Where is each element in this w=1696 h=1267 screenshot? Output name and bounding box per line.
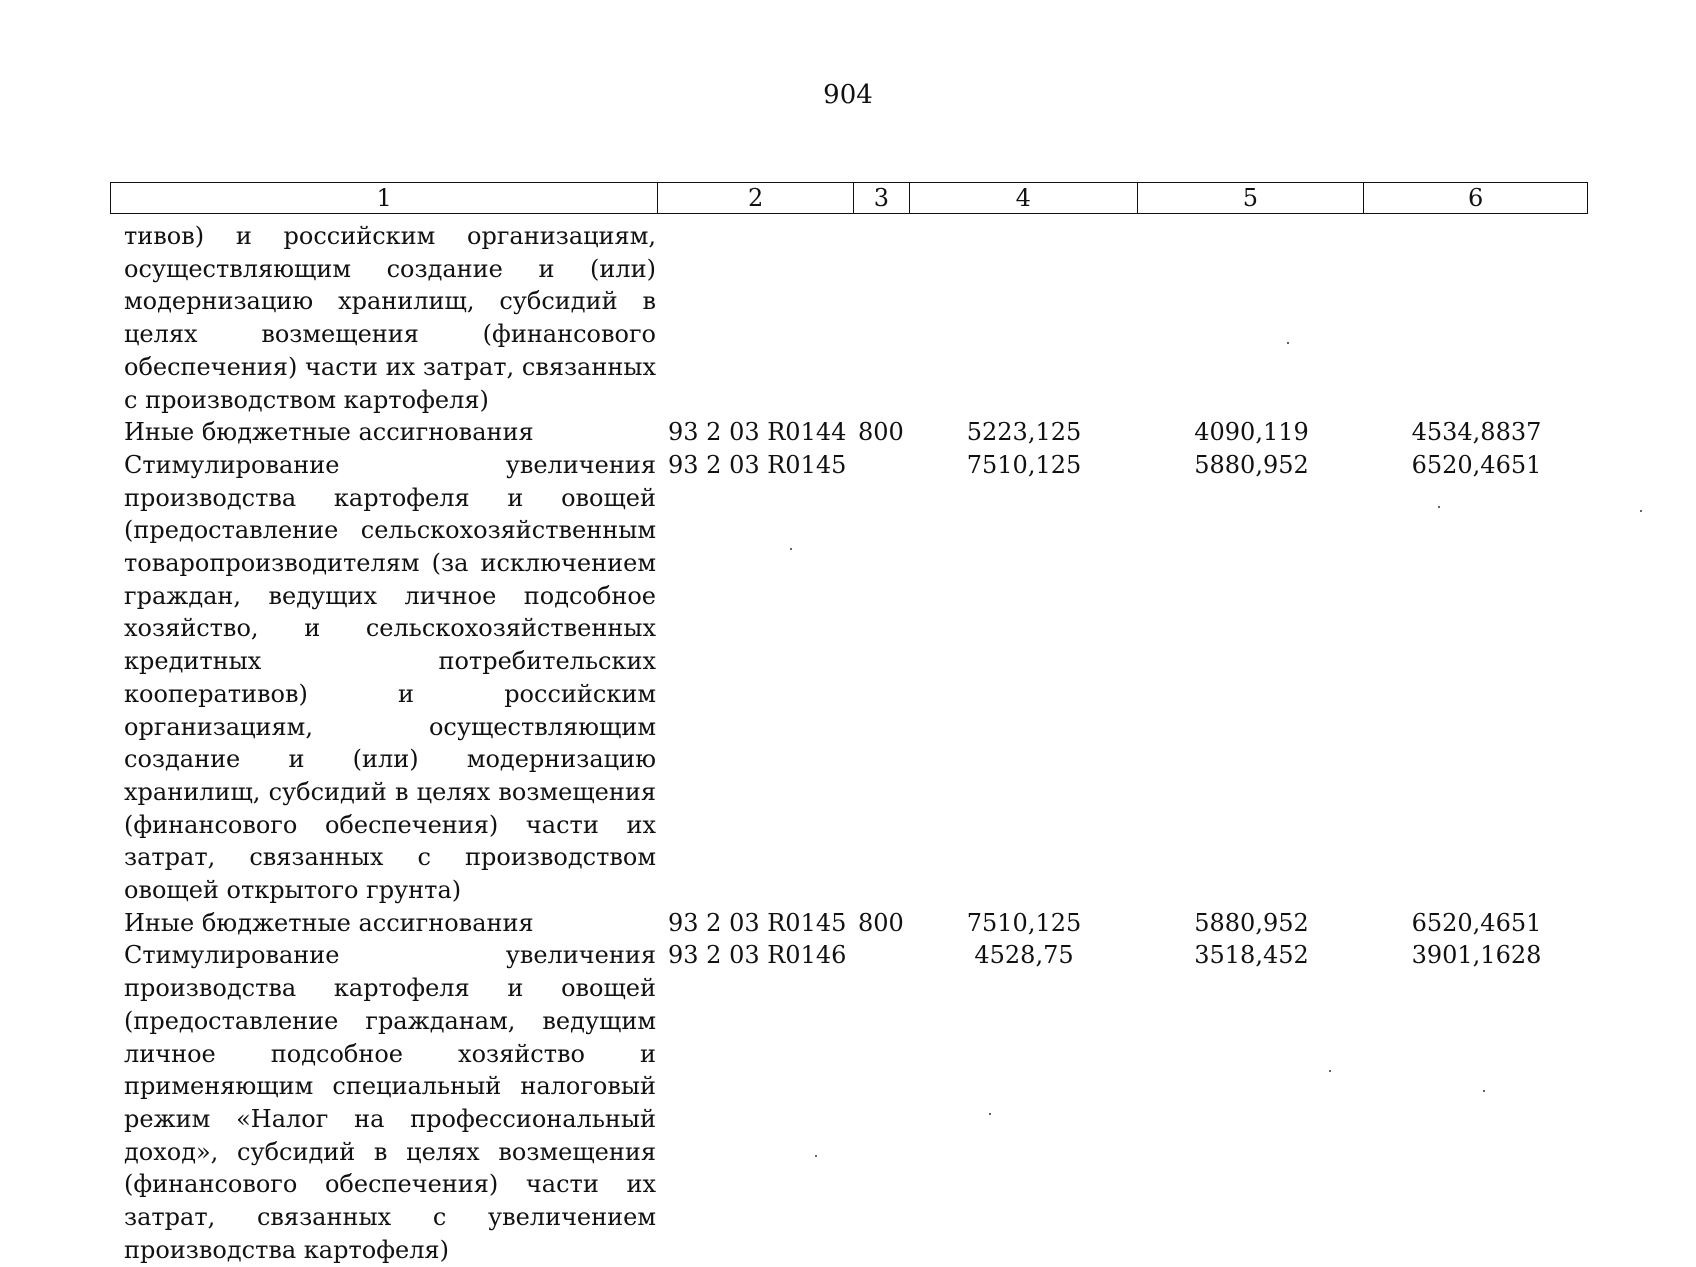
row-description: Стимулирование увеличения производства картофеля и овощей (предоставление гражданам, ведущим личное подсобное хозяйство и применяющим специальный налоговый режим «Налог на профессиональный доход», субсидий в целях возмещения (финансового обеспечения) части их затрат, связанных с увеличением производства картофеля) — [124, 941, 656, 1264]
row-value-4: 7510,125 — [966, 908, 1082, 937]
table-row — [110, 416, 1588, 449]
scan-speck — [1640, 510, 1642, 512]
row-value-6: 6520,4651 — [1411, 908, 1542, 937]
row-description: Стимулирование увеличения производства картофеля и овощей (предоставление сельскохозяйственным товаропроизводителям (за исключением граждан, ведущих личное подсобное хозяйство, и сельскохозяйственных кредитных потребительских кооперативов) и российским организациям, осуществляющим создание и (или) модернизацию хранилищ, субсидий в целях возмещения (финансового обеспечения) части их затрат, связанных с производством овощей открытого грунта) — [124, 450, 656, 905]
row-value-6: 3901,1628 — [1411, 941, 1542, 970]
column-header-6: 6 — [1467, 184, 1484, 212]
row-value-6: 4534,8837 — [1411, 418, 1542, 447]
row-code: 93 2 03 R0144 — [668, 418, 847, 447]
row-description: Иные бюджетные ассигнования — [124, 908, 534, 937]
row-value-5: 5880,952 — [1194, 450, 1309, 479]
table-row — [110, 220, 1588, 416]
column-header-3: 3 — [854, 183, 910, 213]
row-code: 93 2 03 R0145 — [668, 450, 847, 479]
row-description: Иные бюджетные ассигнования — [124, 418, 534, 447]
row-code: 93 2 03 R0145 — [668, 908, 847, 937]
column-header-2: 2 — [658, 183, 854, 213]
row-code: 93 2 03 R0146 — [668, 941, 847, 970]
row-value-4: 4528,75 — [974, 941, 1074, 970]
row-value-6: 6520,4651 — [1411, 450, 1542, 479]
row-value-5: 5880,952 — [1194, 908, 1309, 937]
scan-speck — [1287, 342, 1289, 344]
column-header-4: 4 — [910, 183, 1138, 213]
table-row — [110, 939, 1588, 1266]
column-header-1: 1 — [111, 183, 658, 213]
row-value-4: 5223,125 — [966, 418, 1082, 447]
row-description: тивов) и российским организациям, осуществляющим создание и (или) модернизацию хранилищ, субсидий в целях возмещения (финансового обеспечения) части их затрат, связанных с производством картофеля) — [124, 222, 656, 414]
row-value-5: 4090,119 — [1194, 418, 1309, 447]
scan-speck — [1483, 1090, 1485, 1092]
table-row — [110, 907, 1588, 940]
row-value-4: 7510,125 — [966, 450, 1082, 479]
column-header-5: 5 — [1138, 183, 1365, 213]
table-row — [110, 449, 1588, 907]
scan-speck — [1329, 1070, 1331, 1072]
scan-speck — [1438, 506, 1440, 508]
row-expense-type: 800 — [858, 908, 904, 937]
row-value-5: 3518,452 — [1194, 941, 1309, 970]
page-number: 904 — [823, 80, 873, 110]
scan-speck — [989, 1113, 991, 1115]
scan-speck — [790, 548, 792, 550]
table-header — [110, 182, 1588, 214]
scan-speck — [815, 1155, 817, 1157]
row-expense-type: 800 — [858, 418, 904, 447]
table-body — [110, 220, 1588, 1267]
